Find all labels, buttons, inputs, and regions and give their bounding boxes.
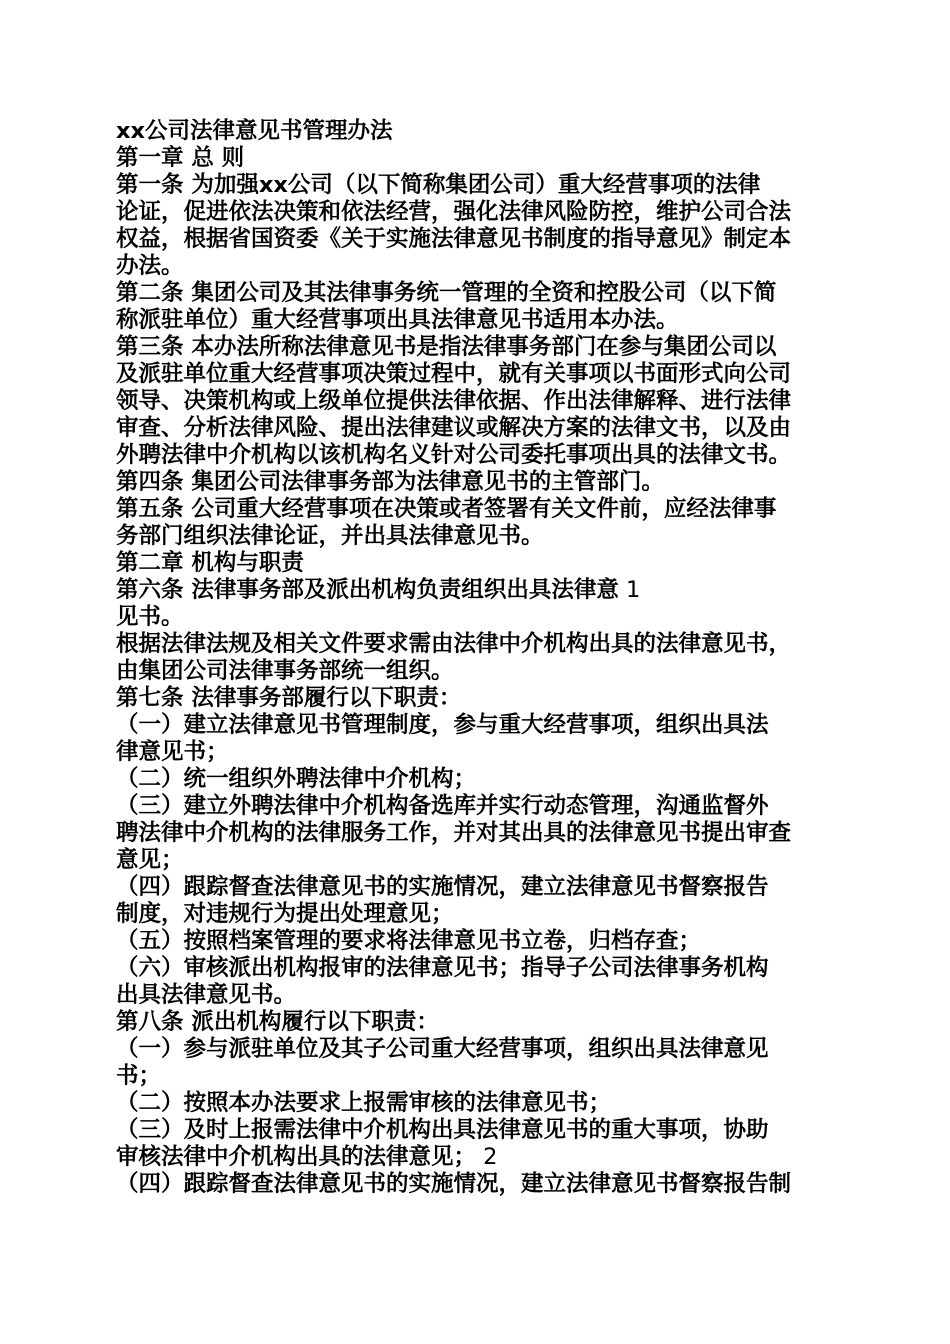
line-text: 第一章 总 则 xyxy=(116,145,245,171)
text-line xyxy=(116,685,836,712)
line-text: 办法。 xyxy=(116,253,184,279)
line-text: 书； xyxy=(116,1063,162,1089)
text-line xyxy=(116,631,836,658)
text-line xyxy=(116,361,836,388)
text-line xyxy=(116,604,836,631)
text-line xyxy=(116,388,836,415)
line-text: 第六条 法律事务部及派出机构负责组织出具法律意 xyxy=(116,577,619,603)
line-text: 外聘法律中介机构以该机构名义针对公司委托事项出具的法律文书。 xyxy=(116,442,792,468)
line-text: 论证，促进依法决策和依法经营，强化法律风险防控，维护公司合法 xyxy=(116,199,792,225)
line-text: 第一条 为加强xx公司（以下简称集团公司）重大经营事项的法律 xyxy=(116,172,761,198)
text-line xyxy=(116,172,836,199)
page-number: 1 xyxy=(618,577,641,603)
text-line xyxy=(116,928,836,955)
line-text: 意见； xyxy=(116,847,184,873)
line-text: 由集团公司法律事务部统一组织。 xyxy=(116,658,454,684)
text-line xyxy=(116,199,836,226)
line-text: 领导、决策机构或上级单位提供法律依据、作出法律解释、进行法律 xyxy=(116,388,792,414)
line-text: xx公司法律意见书管理办法 xyxy=(116,118,393,144)
line-text: 根据法律法规及相关文件要求需由法律中介机构出具的法律意见书， xyxy=(116,631,792,657)
line-text: 出具法律意见书。 xyxy=(116,982,297,1008)
text-line xyxy=(116,118,836,145)
line-text: 审核法律中介机构出具的法律意见； xyxy=(116,1144,477,1170)
text-line xyxy=(116,847,836,874)
line-text: （二）统一组织外聘法律中介机构； xyxy=(116,766,477,792)
text-line xyxy=(116,1171,836,1198)
text-line xyxy=(116,577,836,604)
text-line xyxy=(116,253,836,280)
line-text: 称派驻单位）重大经营事项出具法律意见书适用本办法。 xyxy=(116,307,679,333)
text-line xyxy=(116,658,836,685)
text-line xyxy=(116,874,836,901)
text-line xyxy=(116,712,836,739)
line-text: 第二章 机构与职责 xyxy=(116,550,304,576)
text-line xyxy=(116,415,836,442)
line-text: （三）建立外聘法律中介机构备选库并实行动态管理，沟通监督外 xyxy=(116,793,769,819)
text-line xyxy=(116,550,836,577)
text-line xyxy=(116,1090,836,1117)
text-line xyxy=(116,145,836,172)
line-text: 第三条 本办法所称法律意见书是指法律事务部门在参与集团公司以 xyxy=(116,334,777,360)
line-text: 第二条 集团公司及其法律事务统一管理的全资和控股公司（以下简 xyxy=(116,280,777,306)
text-line xyxy=(116,955,836,982)
line-text: 及派驻单位重大经营事项决策过程中，就有关事项以书面形式向公司 xyxy=(116,361,792,387)
line-text: 务部门组织法律论证，并出具法律意见书。 xyxy=(116,523,544,549)
text-line xyxy=(116,442,836,469)
line-text: 第八条 派出机构履行以下职责： xyxy=(116,1009,439,1035)
text-line xyxy=(116,901,836,928)
text-line xyxy=(116,226,836,253)
text-line xyxy=(116,739,836,766)
text-line xyxy=(116,523,836,550)
line-text: 审查、分析法律风险、提出法律建议或解决方案的法律文书，以及由 xyxy=(116,415,792,441)
text-line xyxy=(116,1009,836,1036)
text-line xyxy=(116,280,836,307)
line-text: 律意见书； xyxy=(116,739,229,765)
line-text: （三）及时上报需法律中介机构出具法律意见书的重大事项，协助 xyxy=(116,1117,769,1143)
line-text: 第四条 集团公司法律事务部为法律意见书的主管部门。 xyxy=(116,469,664,495)
line-text: （四）跟踪督查法律意见书的实施情况，建立法律意见书督察报告制 xyxy=(116,1171,792,1197)
text-line xyxy=(116,496,836,523)
line-text: 聘法律中介机构的法律服务工作，并对其出具的法律意见书提出审查 xyxy=(116,820,792,846)
document-body xyxy=(116,118,836,1198)
line-text: 第七条 法律事务部履行以下职责： xyxy=(116,685,462,711)
text-line xyxy=(116,1063,836,1090)
text-line xyxy=(116,334,836,361)
line-text: （二）按照本办法要求上报需审核的法律意见书； xyxy=(116,1090,612,1116)
line-text: （一）建立法律意见书管理制度，参与重大经营事项，组织出具法 xyxy=(116,712,769,738)
text-line xyxy=(116,1144,836,1171)
text-line xyxy=(116,1036,836,1063)
text-line xyxy=(116,766,836,793)
line-text: 制度，对违规行为提出处理意见； xyxy=(116,901,454,927)
text-line xyxy=(116,982,836,1009)
line-text: （五）按照档案管理的要求将法律意见书立卷，归档存查； xyxy=(116,928,702,954)
line-text: （六）审核派出机构报审的法律意见书；指导子公司法律事务机构 xyxy=(116,955,769,981)
text-line xyxy=(116,793,836,820)
line-text: （一）参与派驻单位及其子公司重大经营事项，组织出具法律意见 xyxy=(116,1036,769,1062)
line-text: （四）跟踪督查法律意见书的实施情况，建立法律意见书督察报告 xyxy=(116,874,769,900)
text-line xyxy=(116,469,836,496)
line-text: 第五条 公司重大经营事项在决策或者签署有关文件前，应经法律事 xyxy=(116,496,777,522)
text-line xyxy=(116,820,836,847)
text-line xyxy=(116,1117,836,1144)
text-line xyxy=(116,307,836,334)
page-number: 2 xyxy=(476,1144,498,1170)
line-text: 权益，根据省国资委《关于实施法律意见书制度的指导意见》制定本 xyxy=(116,226,792,252)
line-text: 见书。 xyxy=(116,604,184,630)
